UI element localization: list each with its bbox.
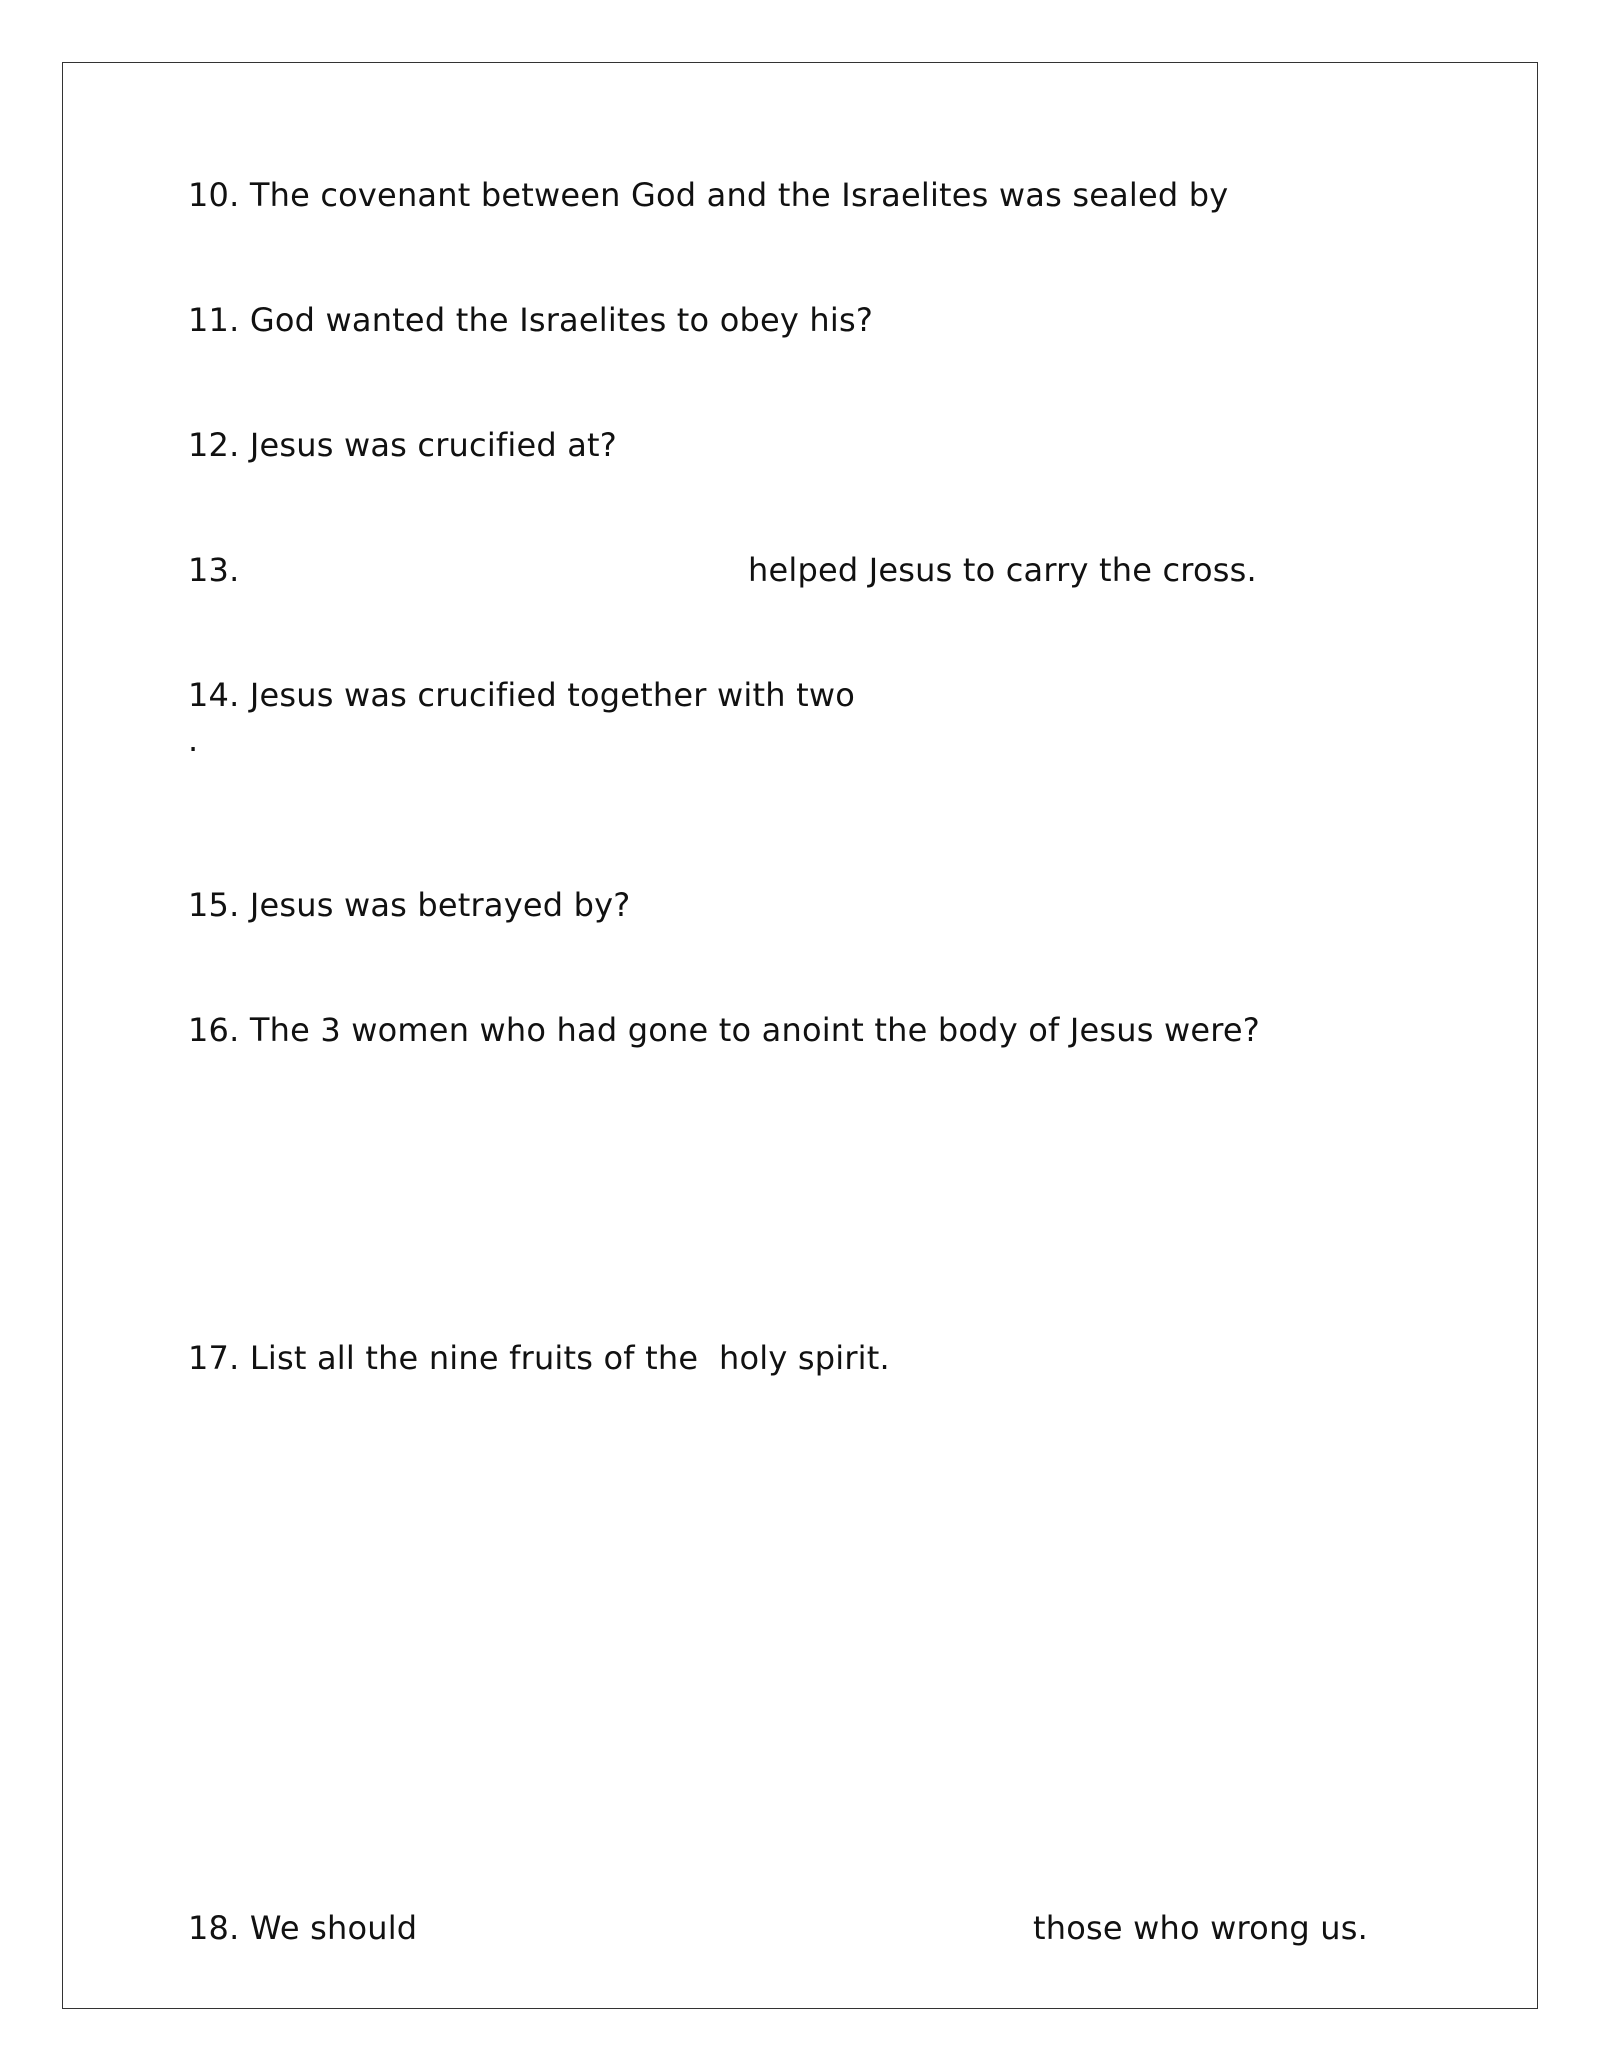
question-16: 16. The 3 women who had gone to anoint the body of Jesus were? <box>188 1011 1260 1049</box>
question-13-text: helped Jesus to carry the cross. <box>748 551 1257 589</box>
question-11: 11. God wanted the Israelites to obey his? <box>188 301 874 339</box>
question-15: 15. Jesus was betrayed by? <box>188 886 631 924</box>
question-17: 17. List all the nine fruits of the holy spirit. <box>188 1339 890 1377</box>
question-14-trailing-mark: . <box>188 721 199 759</box>
question-12: 12. Jesus was crucified at? <box>188 426 617 464</box>
question-10: 10. The covenant between God and the Israelites was sealed by <box>188 176 1229 214</box>
question-14: 14. Jesus was crucified together with two <box>188 676 855 714</box>
question-18-end: those who wrong us. <box>1033 1909 1369 1947</box>
question-18-start: 18. We should <box>188 1909 418 1947</box>
question-13-number: 13. <box>188 551 240 589</box>
